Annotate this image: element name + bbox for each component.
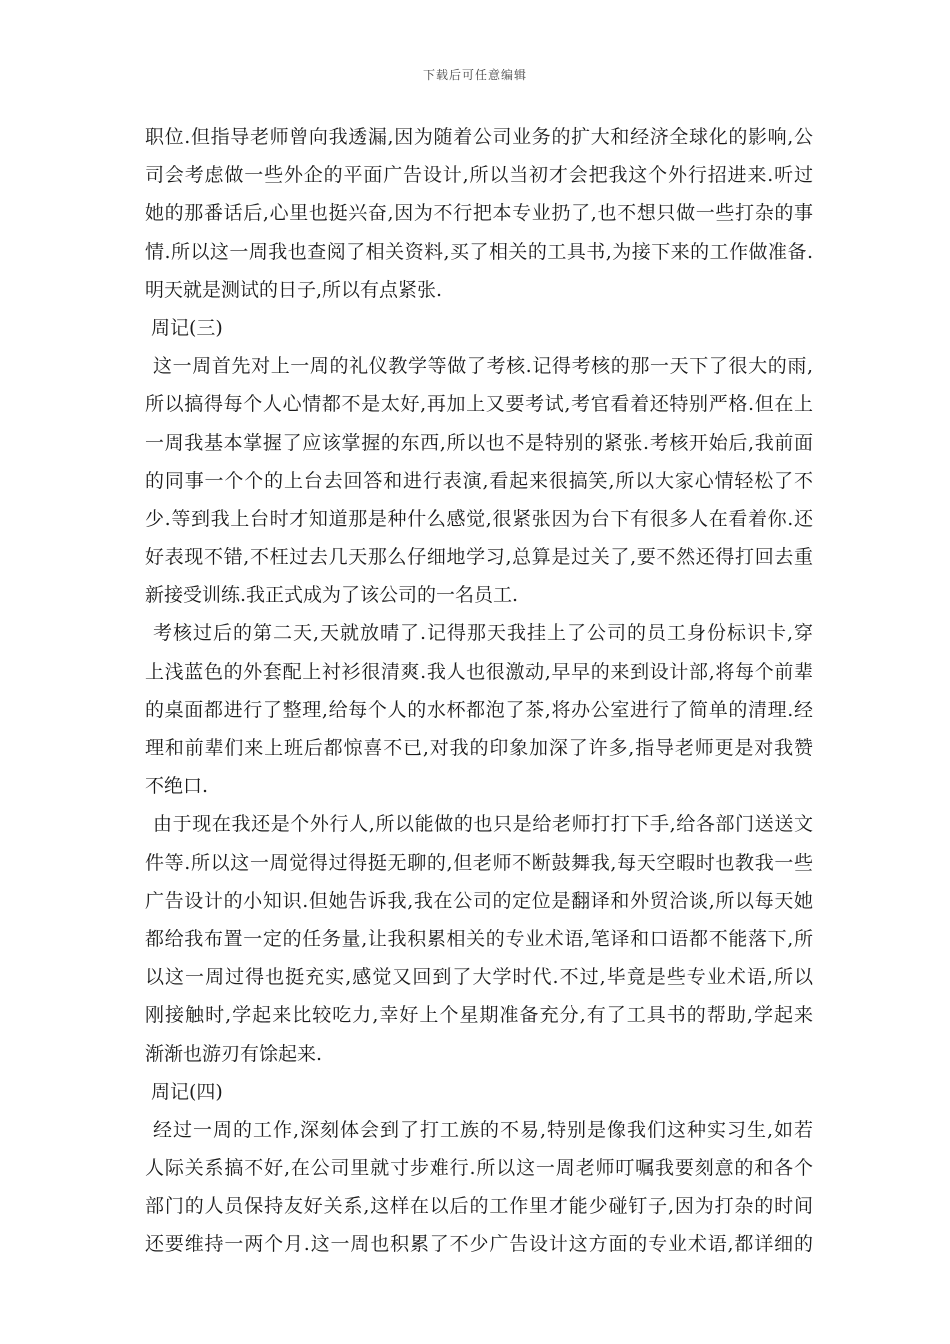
text-line: 好表现不错,不枉过去几天那么仔细地学习,总算是过关了,要不然还得打回去重 [145,546,813,569]
page-header: 下载后可任意编辑 [422,68,527,82]
text-line: 上浅蓝色的外套配上衬衫很清爽.我人也很激动,早早的来到设计部,将每个前辈 [145,660,813,683]
text-line: 司会考虑做一些外企的平面广告设计,所以当初才会把我这个外行招进来.听过 [145,164,813,187]
text-line: 广告设计的小知识.但她告诉我,我在公司的定位是翻译和外贸洽谈,所以每天她 [145,889,813,912]
text-line: 一周我基本掌握了应该掌握的东西,所以也不是特别的紧张.考核开始后,我前面 [145,431,813,454]
text-line: 由于现在我还是个外行人,所以能做的也只是给老师打打下手,给各部门送送文 [153,813,813,836]
text-line: 经过一周的工作,深刻体会到了打工族的不易,特别是像我们这种实习生,如若 [153,1118,813,1141]
text-line: 不绝口. [145,775,209,798]
text-line: 渐渐也游刃有馀起来. [145,1042,323,1065]
text-line: 还要维持一两个月.这一周也积累了不少广告设计这方面的专业术语,都详细的 [145,1233,813,1256]
text-line: 部门的人员保持友好关系,这样在以后的工作里才能少碰钉子,因为打杂的时间 [145,1195,813,1218]
text-line: 的同事一个个的上台去回答和进行表演,看起来很搞笑,所以大家心情轻松了不 [145,469,813,492]
text-line: 考核过后的第二天,天就放晴了.记得那天我挂上了公司的员工身份标识卡,穿 [153,622,813,645]
text-line: 的桌面都进行了整理,给每个人的水杯都泡了茶,将办公室进行了简单的清理.经 [145,698,813,721]
text-line: 刚接触时,学起来比较吃力,幸好上个星期准备充分,有了工具书的帮助,学起来 [145,1004,813,1027]
text-line: 所以搞得每个人心情都不是太好,再加上又要考试,考官看着还特别严格.但在上 [145,393,813,416]
text-line: 人际关系搞不好,在公司里就寸步难行.所以这一周老师叮嘱我要刻意的和各个 [145,1157,813,1180]
document-body [145,118,813,1264]
text-line: 新接受训练.我正式成为了该公司的一名员工. [145,584,519,607]
text-line: 理和前辈们来上班后都惊喜不已,对我的印象加深了许多,指导老师更是对我赞 [145,737,813,759]
text-line: 件等.所以这一周觉得过得挺无聊的,但老师不断鼓舞我,每天空暇时也教我一些 [145,851,813,874]
section-heading: 周记(三) [151,316,223,339]
text-line: 她的那番话后,心里也挺兴奋,因为不行把本专业扔了,也不想只做一些打杂的事 [145,202,813,225]
section-heading: 周记(四) [151,1080,223,1103]
text-line: 少.等到我上台时才知道那是种什么感觉,很紧张因为台下有很多人在看着你.还 [145,507,813,530]
text-line: 都给我布置一定的任务量,让我积累相关的专业术语,笔译和口语都不能落下,所 [145,927,813,950]
text-line: 职位.但指导老师曾向我透漏,因为随着公司业务的扩大和经济全球化的影响,公 [145,126,813,148]
text-line: 情.所以这一周我也查阅了相关资料,买了相关的工具书,为接下来的工作做准备. [145,240,813,263]
text-line: 明天就是测试的日子,所以有点紧张. [145,278,443,301]
text-line: 这一周首先对上一周的礼仪教学等做了考核.记得考核的那一天下了很大的雨, [153,355,813,378]
text-line: 以这一周过得也挺充实,感觉又回到了大学时代.不过,毕竟是些专业术语,所以 [145,966,813,989]
